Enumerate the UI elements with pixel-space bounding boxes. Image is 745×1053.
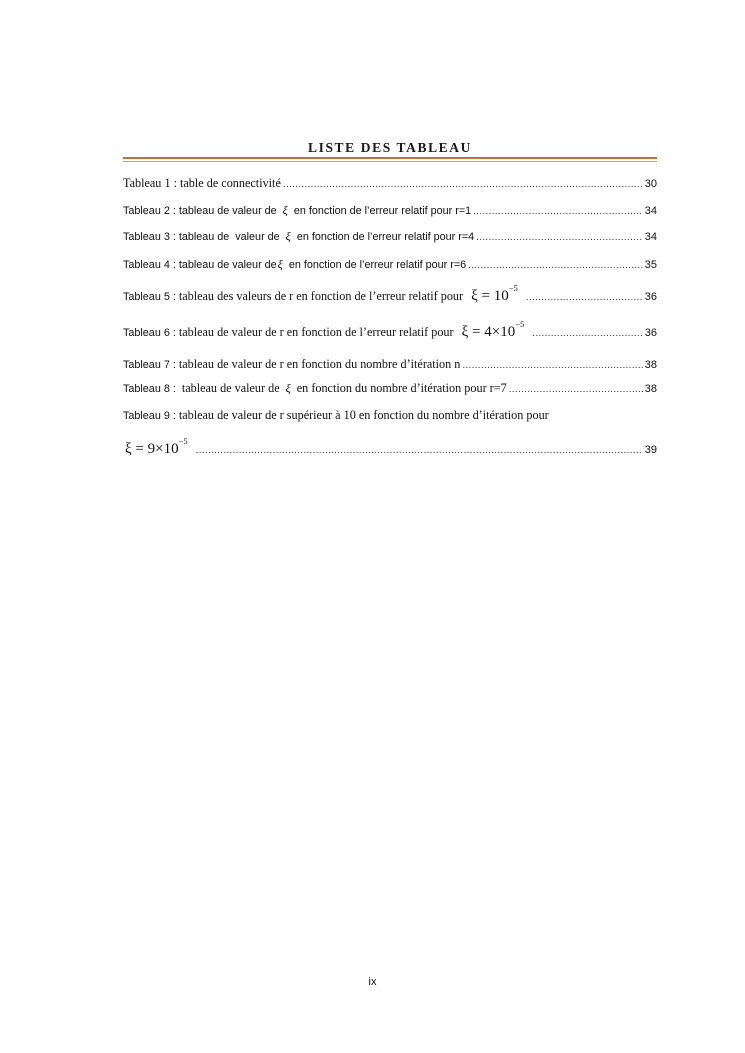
toc-entry-tableau-9[interactable] xyxy=(123,408,657,423)
entry-label: Tableau 6 : xyxy=(123,327,179,339)
entry-label-cont: tableau de valeur de xyxy=(181,381,280,395)
toc-entry-tableau-6[interactable] xyxy=(123,319,657,341)
dot-leader xyxy=(532,328,643,339)
entry-label-cont2: en fonction du nombre d’itération pour r=7 xyxy=(296,381,507,395)
math-base: ξ = 9×10 xyxy=(125,441,179,457)
math-exponent: −5 xyxy=(515,319,525,329)
dot-leader xyxy=(526,292,643,303)
entry-label-cont: tableau de valeur de r en fonction du nombre d’itération n xyxy=(178,357,461,371)
entry-page-number: 38 xyxy=(644,359,657,371)
entry-label-cont: en fonction de l’erreur relatif pour r=4 xyxy=(296,231,475,243)
dot-leader xyxy=(196,445,643,456)
entry-label: Tableau 4 : tableau de valeur de xyxy=(123,259,277,271)
math-exponent: −5 xyxy=(508,283,518,293)
entry-label-cont: en fonction de l’erreur relatif pour r=1 xyxy=(293,205,472,217)
entry-label: Tableau 9 : xyxy=(123,410,179,422)
math-exponent: −5 xyxy=(178,436,188,446)
math-expression xyxy=(461,319,525,341)
dot-leader xyxy=(468,260,643,271)
xi-symbol: ξ xyxy=(277,257,283,271)
dot-leader xyxy=(283,179,643,190)
entry-page-number: 34 xyxy=(644,205,657,217)
entry-label-cont: tableau des valeurs de r en fonction de l’erreur relatif pour xyxy=(178,289,464,303)
xi-symbol: ξ xyxy=(285,381,291,395)
dot-leader xyxy=(509,384,643,395)
xi-symbol: ξ xyxy=(285,229,291,243)
entry-label: Tableau 3 : tableau de valeur de xyxy=(123,231,280,243)
toc-entry-tableau-3[interactable] xyxy=(123,229,657,244)
entry-label-cont: en fonction de l’erreur relatif pour r=6 xyxy=(288,259,467,271)
math-expression xyxy=(125,436,188,458)
toc-entry-tableau-2[interactable] xyxy=(123,203,657,218)
math-base: ξ = 10 xyxy=(471,288,509,304)
dot-leader xyxy=(473,206,643,217)
entry-page-number: 38 xyxy=(644,383,657,395)
entry-page-number: 39 xyxy=(644,444,657,456)
title-underline-thin xyxy=(123,161,657,162)
entry-label-cont: tableau de valeur de r supérieur à 10 en fonction du nombre d’itération pour xyxy=(178,408,549,422)
dot-leader xyxy=(476,232,643,243)
toc-entry-tableau-4[interactable] xyxy=(123,257,657,272)
math-expression xyxy=(471,283,518,305)
page-number-footer: ix xyxy=(368,976,377,988)
toc-entry-tableau-1[interactable] xyxy=(123,176,657,191)
math-base: ξ = 4×10 xyxy=(461,324,516,340)
entry-page-number: 35 xyxy=(644,259,657,271)
entry-page-number: 36 xyxy=(644,291,657,303)
entry-page-number: 30 xyxy=(644,178,657,190)
page-title: LISTE DES TABLEAU xyxy=(307,140,472,155)
toc-entry-tableau-8[interactable] xyxy=(123,381,657,396)
entry-label: Tableau 8 : xyxy=(123,383,182,395)
entry-label-cont: tableau de valeur de r en fonction de l’erreur relatif pour xyxy=(178,325,454,339)
entry-label: Tableau 5 : xyxy=(123,291,179,303)
entry-label: Tableau 1 : table de connectivité xyxy=(123,176,281,190)
toc-entry-tableau-5[interactable] xyxy=(123,283,657,305)
title-underline xyxy=(123,157,657,159)
xi-symbol: ξ xyxy=(282,203,288,217)
toc-entry-tableau-9-continued[interactable] xyxy=(123,436,657,458)
entry-label: Tableau 2 : tableau de valeur de xyxy=(123,205,277,217)
entry-label: Tableau 7 : xyxy=(123,359,179,371)
toc-entry-tableau-7[interactable] xyxy=(123,357,657,372)
entry-page-number: 34 xyxy=(644,231,657,243)
dot-leader xyxy=(462,360,642,371)
entry-page-number: 36 xyxy=(644,327,657,339)
